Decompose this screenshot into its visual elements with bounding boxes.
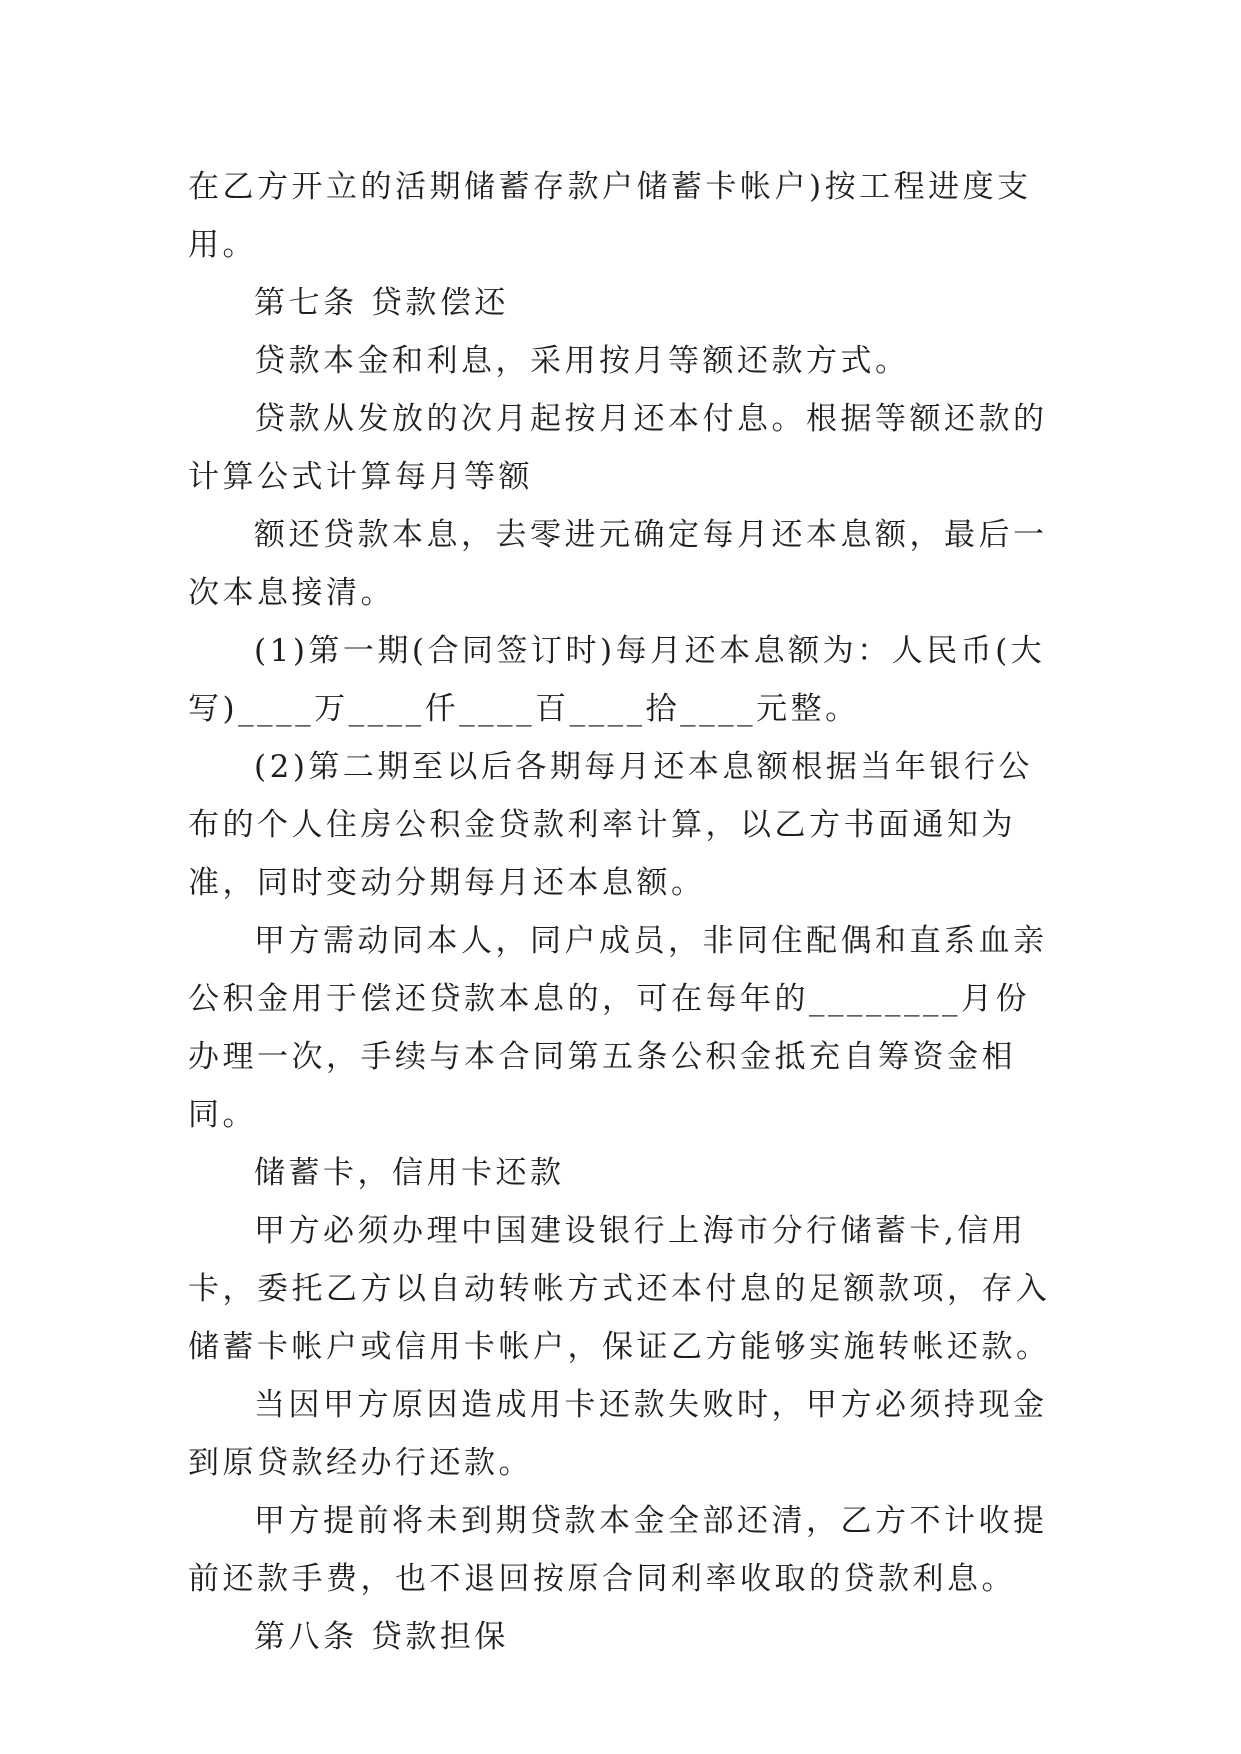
- paragraph: 甲方必须办理中国建设银行上海市分行储蓄卡,信用卡，委托乙方以自动转帐方式还本付息的足额款项，存入储蓄卡帐户或信用卡帐户，保证乙方能够实施转帐还款。: [188, 1213, 1051, 1365]
- paragraph: 额还贷款本息，去零进元确定每月还本息额，最后一次本息接清。: [188, 517, 1048, 611]
- paragraph-item-2: (2)第二期至以后各期每月还本息额根据当年银行公布的个人住房公积金贷款利率计算，以乙方书面通知为准，同时变动分期每月还本息额。: [188, 749, 1033, 901]
- article-8-heading: 第八条 贷款担保: [254, 1619, 509, 1655]
- paragraph: 当因甲方原因造成用卡还款失败时，甲方必须持现金到原贷款经办行还款。: [188, 1387, 1048, 1481]
- article-7-heading: 第七条 贷款偿还: [254, 285, 509, 321]
- paragraph-item-1: (1)第一期(合同签订时)每月还本息额为：人民币(大写)____万____仟____百____拾____元整。: [188, 633, 1046, 727]
- section-subheading: 储蓄卡，信用卡还款: [254, 1155, 565, 1191]
- paragraph: 甲方提前将未到期贷款本金全部还清，乙方不计收提前还款手费，也不退回按原合同利率收取的贷款利息。: [188, 1503, 1048, 1597]
- paragraph-continuation: 在乙方开立的活期储蓄存款户储蓄卡帐户)按工程进度支用。: [188, 169, 1032, 263]
- contract-body: [188, 158, 1056, 1666]
- paragraph: 甲方需动同本人，同户成员，非同住配偶和直系血亲公积金用于偿还贷款本息的，可在每年的________月份办理一次，手续与本合同第五条公积金抵充自筹资金相同。: [188, 923, 1048, 1133]
- paragraph: 贷款本金和利息，采用按月等额还款方式。: [254, 343, 910, 379]
- paragraph: 贷款从发放的次月起按月还本付息。根据等额还款的计算公式计算每月等额: [188, 401, 1048, 495]
